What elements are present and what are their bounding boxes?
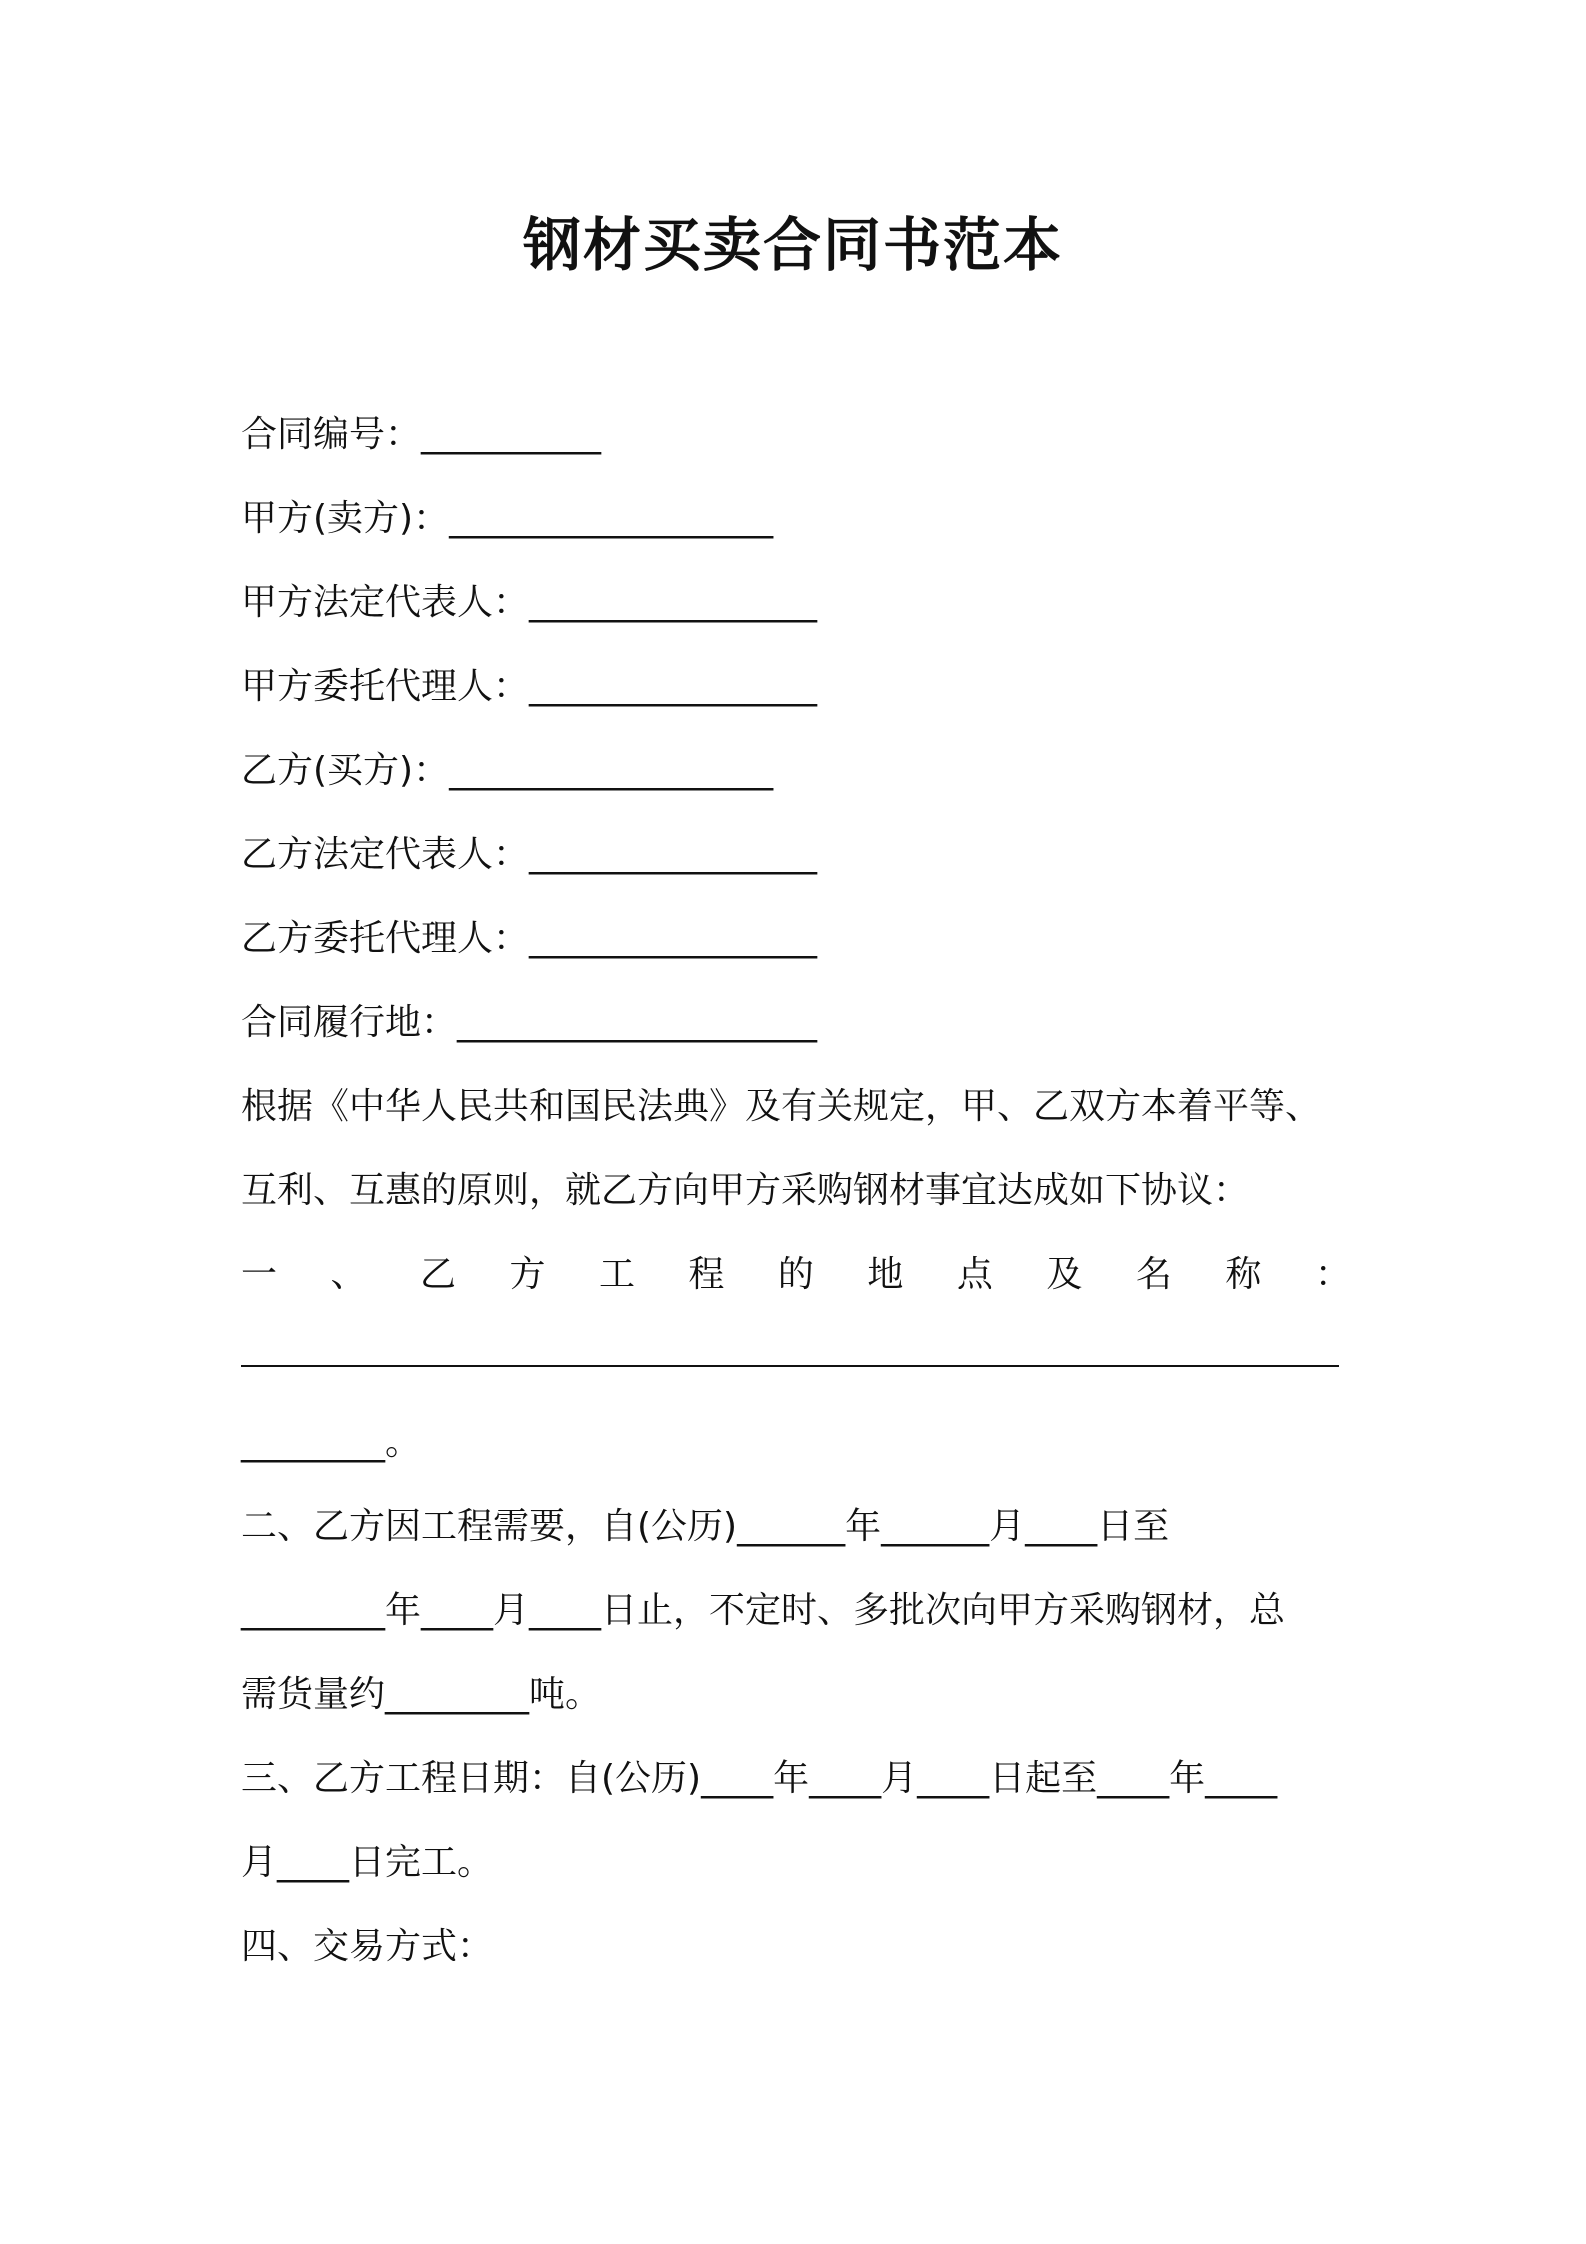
clause-1-char: 的 <box>777 1254 814 1295</box>
clause-1-char: 、 <box>330 1254 367 1295</box>
clause-2-line-1: 二、乙方因工程需要，自(公历)______年______月____日至 <box>241 1506 1170 1547</box>
clause-1-heading <box>241 1250 1351 1300</box>
clause-2-line-3: 需货量约________吨。 <box>241 1674 602 1715</box>
clause-1-blank-line <box>241 1365 1339 1367</box>
clause-1-char: 方 <box>509 1254 546 1295</box>
clause-1-char: 工 <box>598 1254 635 1295</box>
clause-1-char: 名 <box>1135 1254 1172 1295</box>
clause-1-char: 程 <box>688 1254 725 1295</box>
clause-1-char: ： <box>1314 1254 1351 1295</box>
party-b-legal-rep-field: 乙方法定代表人：________________ <box>241 834 818 875</box>
clause-1-char: 地 <box>867 1254 904 1295</box>
clause-3-line-1: 三、乙方工程日期：自(公历)____年____月____日起至____年____ <box>241 1758 1278 1799</box>
performance-place-field: 合同履行地：____________________ <box>241 1002 818 1043</box>
party-b-buyer-field: 乙方(买方)：__________________ <box>241 750 774 791</box>
clause-3-line-2: 月____日完工。 <box>241 1842 494 1883</box>
party-b-agent-field: 乙方委托代理人：________________ <box>241 918 818 959</box>
clause-1-char: 乙 <box>419 1254 456 1295</box>
contract-number-field: 合同编号：__________ <box>241 414 602 455</box>
party-a-legal-rep-field: 甲方法定代表人：________________ <box>241 582 818 623</box>
clause-1-char: 一 <box>241 1254 278 1295</box>
document-title: 钢材买卖合同书范本 <box>522 211 1063 279</box>
party-a-agent-field: 甲方委托代理人：________________ <box>241 666 818 707</box>
clause-1-char: 称 <box>1225 1254 1262 1295</box>
clause-4-heading: 四、交易方式： <box>241 1926 494 1967</box>
clause-1-char: 及 <box>1046 1254 1083 1295</box>
preamble-line-2: 互利、互惠的原则，就乙方向甲方采购钢材事宜达成如下协议： <box>241 1170 1250 1211</box>
clause-2-line-2: ________年____月____日止，不定时、多批次向甲方采购钢材，总 <box>241 1590 1286 1631</box>
clause-1-char: 点 <box>956 1254 993 1295</box>
clause-1-tail: ________。 <box>241 1422 422 1463</box>
party-a-seller-field: 甲方(卖方)：__________________ <box>241 498 774 539</box>
preamble-line-1: 根据《中华人民共和国民法典》及有关规定，甲、乙双方本着平等、 <box>241 1086 1322 1127</box>
